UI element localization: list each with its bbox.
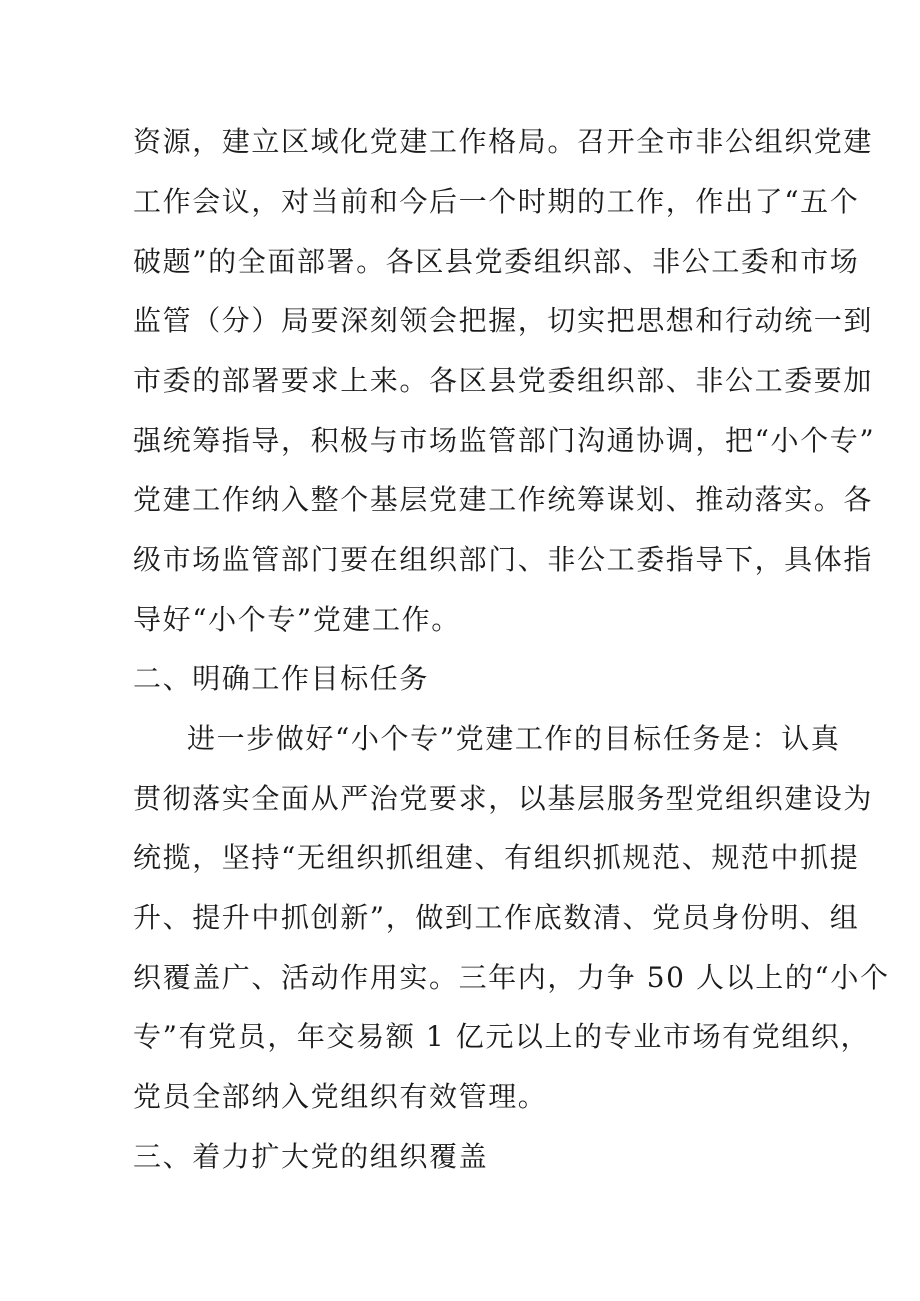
paragraph-line: 党建工作纳入整个基层党建工作统筹谋划、推动落实。各 bbox=[133, 483, 874, 516]
paragraph-line: 市委的部署要求上来。各区县党委组织部、非公工委要加 bbox=[133, 364, 874, 397]
section-heading: 三、着力扩大党的组织覆盖 bbox=[133, 1140, 489, 1173]
paragraph-line: 工作会议，对当前和今后一个时期的工作，作出了“五个 bbox=[133, 185, 860, 218]
paragraph-line: 统揽，坚持“无组织抓组建、有组织抓规范、规范中抓提 bbox=[133, 841, 860, 874]
section-heading: 二、明确工作目标任务 bbox=[133, 662, 430, 695]
paragraph-line: 导好“小个专”党建工作。 bbox=[133, 603, 461, 636]
paragraph-line: 级市场监管部门要在组织部门、非公工委指导下，具体指 bbox=[133, 543, 874, 576]
paragraph-line: 贯彻落实全面从严治党要求，以基层服务型党组织建设为 bbox=[133, 782, 874, 815]
paragraph-line: 升、提升中抓创新”，做到工作底数清、党员身份明、组 bbox=[133, 901, 860, 934]
paragraph-line: 监管（分）局要深刻领会把握，切实把思想和行动统一到 bbox=[133, 304, 874, 337]
paragraph-line: 强统筹指导，积极与市场监管部门沟通协调，把“小个专” bbox=[133, 424, 876, 457]
paragraph-line: 破题”的全面部署。各区县党委组织部、非公工委和市场 bbox=[133, 245, 860, 278]
paragraph-line: 党员全部纳入党组织有效管理。 bbox=[133, 1080, 548, 1113]
paragraph-line: 织覆盖广、活动作用实。三年内，力争 50 人以上的“小个 bbox=[133, 961, 890, 994]
paragraph-line: 进一步做好“小个专”党建工作的目标任务是：认真 bbox=[187, 722, 841, 755]
paragraph-line: 专”有党员，年交易额 1 亿元以上的专业市场有党组织， bbox=[133, 1020, 871, 1053]
paragraph-line: 资源，建立区域化党建工作格局。召开全市非公组织党建 bbox=[133, 125, 874, 158]
